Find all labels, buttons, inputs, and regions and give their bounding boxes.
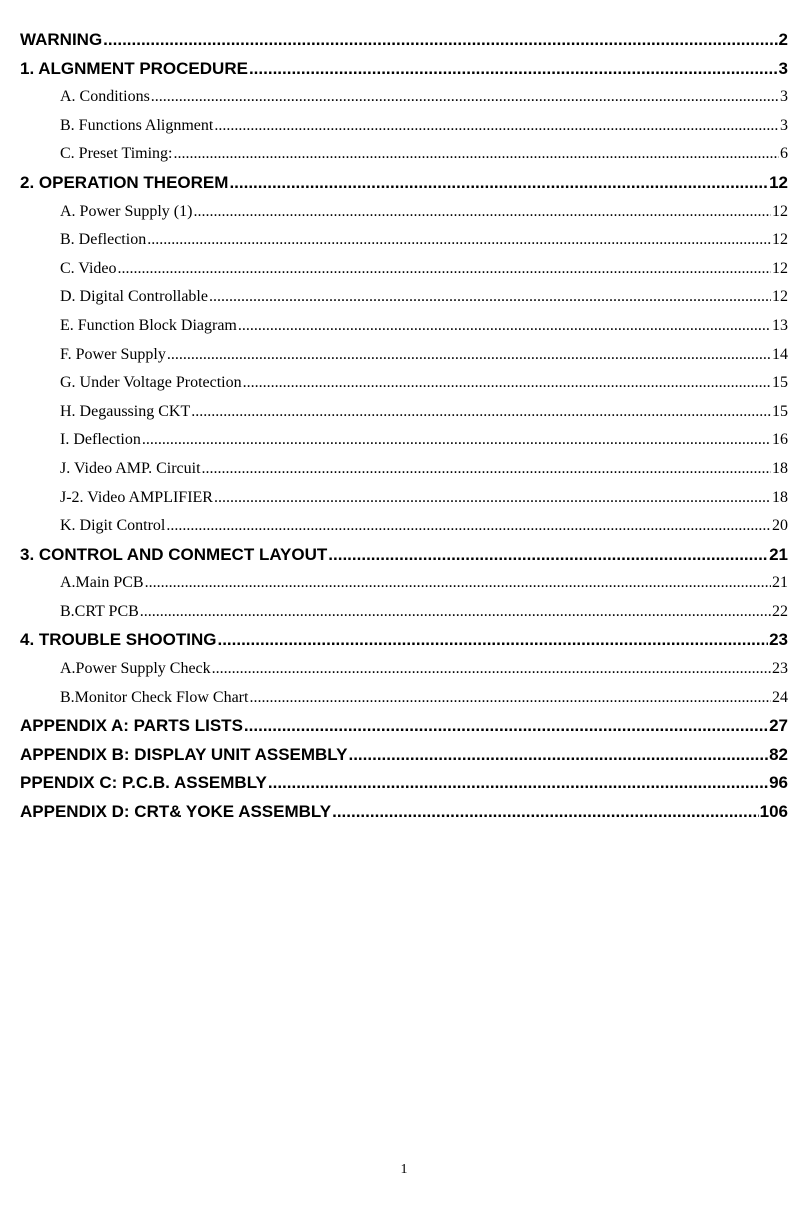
toc-dot-leader	[145, 569, 771, 598]
toc-dot-leader	[268, 769, 768, 798]
toc-entry-page: 24	[772, 688, 788, 706]
toc-entry-title: 3. CONTROL AND CONMECT LAYOUT	[20, 544, 328, 564]
toc-entry-title: B.Monitor Check Flow Chart	[60, 688, 249, 706]
toc-entry-title: 4. TROUBLE SHOOTING	[20, 630, 217, 650]
toc-subsection-entry	[20, 312, 788, 341]
toc-entry-page: 15	[772, 374, 788, 392]
page-number: 1	[400, 1162, 408, 1177]
toc-dot-leader	[243, 369, 771, 398]
toc-entry-title: H. Degaussing CKT	[60, 402, 191, 420]
toc-entry-page: 14	[772, 345, 788, 363]
toc-dot-leader	[217, 626, 768, 655]
toc-subsection-entry	[20, 255, 788, 284]
toc-entry-title: 2. OPERATION THEOREM	[20, 172, 229, 192]
toc-dot-leader	[166, 512, 771, 541]
toc-entry-title: B.CRT PCB	[60, 602, 139, 620]
toc-entry-title: A. Conditions	[60, 88, 150, 106]
toc-entry-page: 23	[772, 660, 788, 678]
toc-entry-title: B. Deflection	[60, 231, 147, 249]
toc-entry-title: G. Under Voltage Protection	[60, 374, 242, 392]
toc-subsection-entry	[20, 283, 788, 312]
toc-entry-title: J-2. Video AMPLIFIER	[60, 488, 213, 506]
toc-entry-page: 12	[772, 259, 788, 277]
toc-dot-leader	[229, 169, 768, 198]
toc-subsection-entry	[20, 112, 788, 141]
toc-dot-leader	[193, 198, 771, 227]
toc-entry-title: J. Video AMP. Circuit	[60, 459, 201, 477]
toc-subsection-entry	[20, 198, 788, 227]
toc-subsection-entry	[20, 455, 788, 484]
toc-entry-title: A. Power Supply (1)	[60, 202, 193, 220]
toc-dot-leader	[212, 655, 771, 684]
toc-dot-leader	[244, 712, 768, 741]
toc-entry-title: F. Power Supply	[60, 345, 166, 363]
toc-entry-page: 12	[772, 231, 788, 249]
toc-entry-title: WARNING	[20, 30, 103, 49]
toc-entry-page: 3	[778, 58, 788, 78]
toc-entry-page: 18	[772, 459, 788, 477]
toc-entry-page: 12	[769, 172, 788, 192]
toc-dot-leader	[328, 541, 768, 570]
toc-dot-leader	[202, 455, 771, 484]
toc-entry-title: A.Main PCB	[60, 574, 144, 592]
toc-section-entry	[20, 712, 788, 741]
toc-dot-leader	[191, 398, 771, 427]
toc-subsection-entry	[20, 83, 788, 112]
toc-dot-leader	[151, 83, 779, 112]
toc-entry-title: A.Power Supply Check	[60, 660, 211, 678]
toc-entry-title: APPENDIX B: DISPLAY UNIT ASSEMBLY	[20, 744, 348, 764]
toc-entry-page: 15	[772, 402, 788, 420]
toc-entry-page: 6	[780, 145, 788, 163]
toc-entry-page: 13	[772, 316, 788, 334]
toc-dot-leader	[214, 484, 771, 513]
toc-section-entry	[20, 541, 788, 570]
toc-subsection-entry	[20, 655, 788, 684]
toc-subsection-entry	[20, 426, 788, 455]
toc-section-entry	[20, 741, 788, 770]
toc-subsection-entry	[20, 341, 788, 370]
toc-dot-leader	[167, 341, 771, 370]
toc-entry-page: 16	[772, 431, 788, 449]
toc-entry-page: 2	[778, 30, 788, 49]
toc-entry-page: 3	[780, 116, 788, 134]
toc-entry-title: E. Function Block Diagram	[60, 316, 237, 334]
toc-entry-page: 20	[772, 517, 788, 535]
toc-entry-page: 23	[769, 630, 788, 650]
toc-subsection-entry	[20, 369, 788, 398]
toc-section-entry	[20, 626, 788, 655]
toc-dot-leader	[348, 741, 768, 770]
toc-subsection-entry	[20, 684, 788, 713]
table-of-contents	[20, 26, 788, 827]
toc-dot-leader	[147, 226, 771, 255]
toc-entry-title: B. Functions Alignment	[60, 116, 214, 134]
toc-entry-page: 106	[759, 802, 788, 822]
toc-entry-title: APPENDIX D: CRT& YOKE ASSEMBLY	[20, 802, 332, 822]
toc-entry-title: 1. ALGNMENT PROCEDURE	[20, 58, 248, 78]
toc-dot-leader	[214, 112, 779, 141]
toc-entry-page: 18	[772, 488, 788, 506]
toc-dot-leader	[118, 255, 771, 284]
toc-subsection-entry	[20, 140, 788, 169]
toc-subsection-entry	[20, 226, 788, 255]
toc-section-entry	[20, 55, 788, 84]
toc-subsection-entry	[20, 569, 788, 598]
toc-dot-leader	[238, 312, 771, 341]
toc-entry-title: APPENDIX A: PARTS LISTS	[20, 716, 243, 736]
toc-dot-leader	[103, 26, 777, 55]
toc-entry-title: C. Video	[60, 259, 117, 277]
toc-entry-title: D. Digital Controllable	[60, 288, 208, 306]
toc-dot-leader	[142, 426, 771, 455]
toc-entry-page: 96	[769, 773, 788, 793]
toc-entry-title: PPENDIX C: P.C.B. ASSEMBLY	[20, 773, 267, 793]
toc-section-entry	[20, 26, 788, 55]
toc-section-entry	[20, 798, 788, 827]
toc-section-entry	[20, 769, 788, 798]
toc-entry-page: 27	[769, 716, 788, 736]
toc-entry-title: C. Preset Timing:	[60, 145, 173, 163]
toc-subsection-entry	[20, 598, 788, 627]
toc-entry-page: 21	[769, 544, 788, 564]
toc-entry-page: 82	[769, 744, 788, 764]
toc-dot-leader	[249, 684, 771, 713]
toc-entry-title: K. Digit Control	[60, 517, 166, 535]
toc-subsection-entry	[20, 484, 788, 513]
toc-entry-page: 3	[780, 88, 788, 106]
toc-subsection-entry	[20, 398, 788, 427]
toc-entry-page: 22	[772, 602, 788, 620]
toc-dot-leader	[140, 598, 771, 627]
toc-dot-leader	[332, 798, 759, 827]
toc-dot-leader	[209, 283, 771, 312]
toc-entry-page: 12	[772, 288, 788, 306]
toc-entry-page: 21	[772, 574, 788, 592]
toc-dot-leader	[173, 140, 779, 169]
toc-section-entry	[20, 169, 788, 198]
toc-subsection-entry	[20, 512, 788, 541]
toc-dot-leader	[249, 55, 778, 84]
toc-entry-page: 12	[772, 202, 788, 220]
toc-entry-title: I. Deflection	[60, 431, 141, 449]
